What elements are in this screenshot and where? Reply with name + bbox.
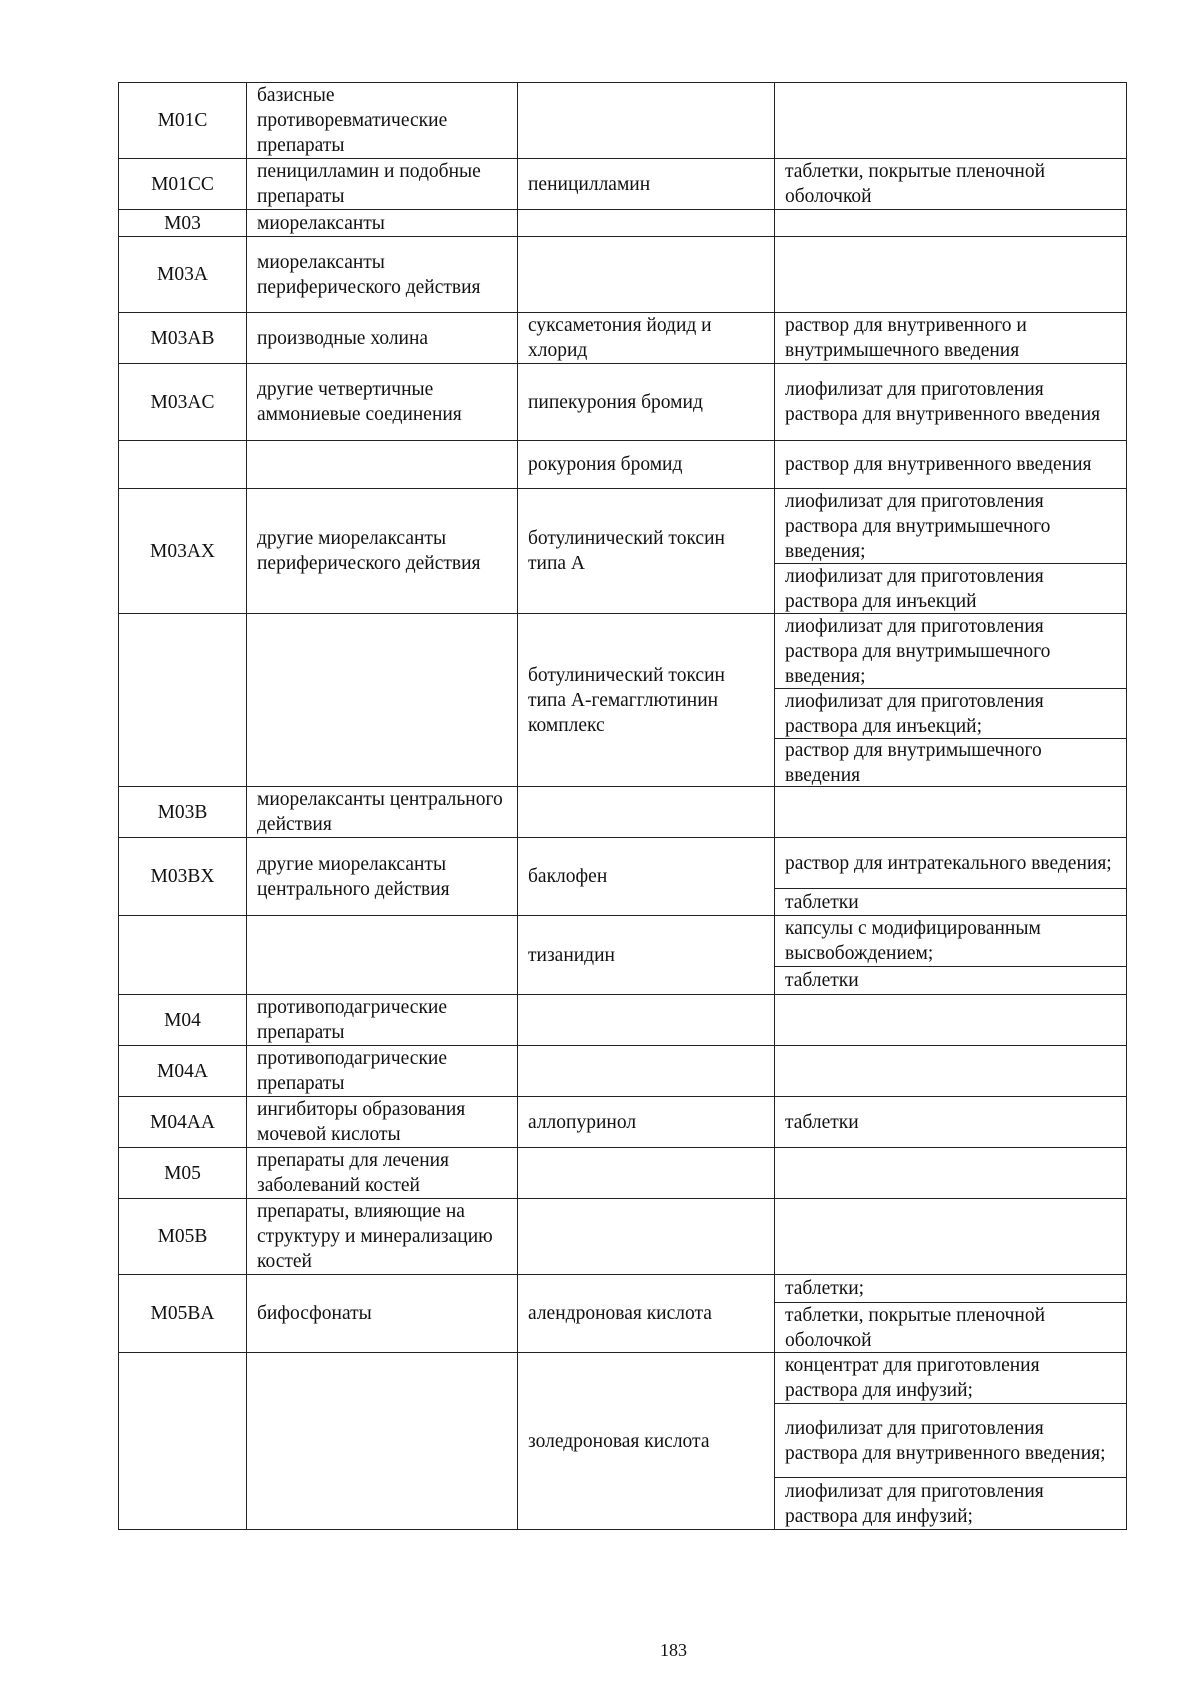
dosage-form-item: таблетки, покрытые пленочной оболочкой <box>785 161 1046 207</box>
group-name-cell: препараты для лечения заболеваний костей <box>247 1148 518 1199</box>
table-row <box>119 1148 1127 1199</box>
table-row <box>119 83 1127 159</box>
table-row <box>119 441 1127 489</box>
dosage-form-item: лиофилизат для приготовления раствора для инфузий; <box>775 1477 1126 1529</box>
drug-name-cell: золедроновая кислота <box>518 1353 775 1530</box>
group-name-cell: препараты, влияющие на структуру и минерализацию костей <box>247 1199 518 1275</box>
atc-code-cell <box>119 916 247 995</box>
dosage-forms-cell <box>775 83 1127 159</box>
table-row <box>119 489 1127 614</box>
atc-code-cell: M03AB <box>119 313 247 364</box>
dosage-forms-cell <box>775 916 1127 995</box>
drug-name-cell <box>518 1046 775 1097</box>
atc-code-cell: M04 <box>119 995 247 1046</box>
dosage-forms-cell <box>775 1199 1127 1275</box>
group-name-cell <box>247 614 518 787</box>
table-row <box>119 159 1127 210</box>
group-name-cell <box>247 916 518 995</box>
atc-code-cell: M04A <box>119 1046 247 1097</box>
medication-table <box>118 82 1127 1530</box>
dosage-forms-cell <box>775 364 1127 441</box>
drug-name-cell: пеницилламин <box>518 159 775 210</box>
dosage-form-item: таблетки <box>775 888 1126 915</box>
atc-code-cell: M05 <box>119 1148 247 1199</box>
drug-name-cell: пипекурония бромид <box>518 364 775 441</box>
atc-code-cell: M03A <box>119 237 247 313</box>
group-name-cell: бифосфонаты <box>247 1275 518 1353</box>
atc-code-cell <box>119 1353 247 1530</box>
dosage-forms-cell <box>775 995 1127 1046</box>
dosage-form-item: концентрат для приготовления раствора для инфузий; <box>785 1355 1040 1401</box>
atc-code-cell: M04AA <box>119 1097 247 1148</box>
dosage-forms-cell <box>775 1097 1127 1148</box>
atc-code-cell <box>119 614 247 787</box>
group-name-cell: противоподагрические препараты <box>247 1046 518 1097</box>
drug-name-cell: ботулинический токсин типа А-гемагглютинин комплекс <box>518 614 775 787</box>
table-row <box>119 995 1127 1046</box>
table-row <box>119 1199 1127 1275</box>
group-name-cell: ингибиторы образования мочевой кислоты <box>247 1097 518 1148</box>
table-row <box>119 787 1127 838</box>
table-row <box>119 916 1127 995</box>
dosage-forms-cell <box>775 159 1127 210</box>
atc-code-cell <box>119 441 247 489</box>
dosage-forms-cell <box>775 838 1127 916</box>
atc-code-cell: M03 <box>119 210 247 237</box>
dosage-form-item: таблетки <box>775 966 1126 994</box>
table-row <box>119 237 1127 313</box>
atc-code-cell: M05B <box>119 1199 247 1275</box>
dosage-form-item: раствор для интратекального введения; <box>785 852 1112 874</box>
drug-name-cell: баклофен <box>518 838 775 916</box>
dosage-forms-cell <box>775 237 1127 313</box>
dosage-forms-cell <box>775 614 1127 787</box>
table-row <box>119 210 1127 237</box>
atc-code-cell: M03B <box>119 787 247 838</box>
drug-name-cell <box>518 1199 775 1275</box>
table-row <box>119 1097 1127 1148</box>
dosage-form-item: лиофилизат для приготовления раствора для внутривенного введения <box>785 379 1101 425</box>
table-row <box>119 1353 1127 1530</box>
dosage-form-item: таблетки <box>785 1111 859 1133</box>
drug-name-cell: аллопуринол <box>518 1097 775 1148</box>
dosage-forms-cell <box>775 1275 1127 1353</box>
group-name-cell <box>247 1353 518 1530</box>
drug-name-cell: рокурония бромид <box>518 441 775 489</box>
dosage-form-item: раствор для внутривенного введения <box>785 454 1092 475</box>
dosage-forms-cell <box>775 489 1127 614</box>
atc-code-cell: M01CC <box>119 159 247 210</box>
dosage-forms-cell <box>775 441 1127 489</box>
table-row <box>119 313 1127 364</box>
group-name-cell: миорелаксанты <box>247 210 518 237</box>
table-row <box>119 1046 1127 1097</box>
atc-code-cell: M03AX <box>119 489 247 614</box>
dosage-forms-cell <box>775 1148 1127 1199</box>
drug-name-cell <box>518 995 775 1046</box>
group-name-cell: другие четвертичные аммониевые соединения <box>247 364 518 441</box>
drug-name-cell: ботулинический токсин типа А <box>518 489 775 614</box>
drug-name-cell <box>518 83 775 159</box>
dosage-form-item: капсулы с модифицированным высвобождением; <box>785 918 1041 964</box>
group-name-cell: другие миорелаксанты центрального действия <box>247 838 518 916</box>
dosage-forms-cell <box>775 210 1127 237</box>
dosage-form-item: раствор для внутримышечного введения <box>775 738 1126 786</box>
table-row <box>119 364 1127 441</box>
dosage-form-item: лиофилизат для приготовления раствора для внутривенного введения; <box>775 1403 1126 1477</box>
group-name-cell: пеницилламин и подобные препараты <box>247 159 518 210</box>
table-row <box>119 838 1127 916</box>
drug-name-cell: алендроновая кислота <box>518 1275 775 1353</box>
group-name-cell: другие миорелаксанты периферического действия <box>247 489 518 614</box>
dosage-form-item: таблетки; <box>785 1278 865 1299</box>
dosage-form-item: лиофилизат для приготовления раствора для внутримышечного введения; <box>785 490 1051 562</box>
dosage-form-item: лиофилизат для приготовления раствора для инъекций; <box>775 688 1126 738</box>
dosage-forms-cell <box>775 787 1127 838</box>
table-row <box>119 614 1127 787</box>
dosage-forms-cell <box>775 1353 1127 1530</box>
atc-code-cell: M03AC <box>119 364 247 441</box>
atc-code-cell: M05BA <box>119 1275 247 1353</box>
drug-name-cell: тизанидин <box>518 916 775 995</box>
group-name-cell: производные холина <box>247 313 518 364</box>
group-name-cell: базисные противоревматические препараты <box>247 83 518 159</box>
drug-name-cell <box>518 1148 775 1199</box>
drug-name-cell <box>518 787 775 838</box>
dosage-forms-cell <box>775 313 1127 364</box>
drug-name-cell <box>518 237 775 313</box>
dosage-forms-cell <box>775 1046 1127 1097</box>
atc-code-cell: M01C <box>119 83 247 159</box>
dosage-form-item: раствор для внутривенного и внутримышечного введения <box>785 315 1027 361</box>
table-row <box>119 1275 1127 1353</box>
drug-name-cell <box>518 210 775 237</box>
dosage-form-item: лиофилизат для приготовления раствора для инъекций <box>775 563 1126 613</box>
table-body <box>119 83 1127 1530</box>
group-name-cell <box>247 441 518 489</box>
dosage-form-item: лиофилизат для приготовления раствора для внутримышечного введения; <box>785 615 1051 687</box>
drug-name-cell: суксаметония йодид и хлорид <box>518 313 775 364</box>
group-name-cell: миорелаксанты периферического действия <box>247 237 518 313</box>
atc-code-cell: M03BX <box>119 838 247 916</box>
group-name-cell: миорелаксанты центрального действия <box>247 787 518 838</box>
page-number: 183 <box>660 1640 687 1660</box>
dosage-form-item: таблетки, покрытые пленочной оболочкой <box>775 1302 1126 1352</box>
group-name-cell: противоподагрические препараты <box>247 995 518 1046</box>
